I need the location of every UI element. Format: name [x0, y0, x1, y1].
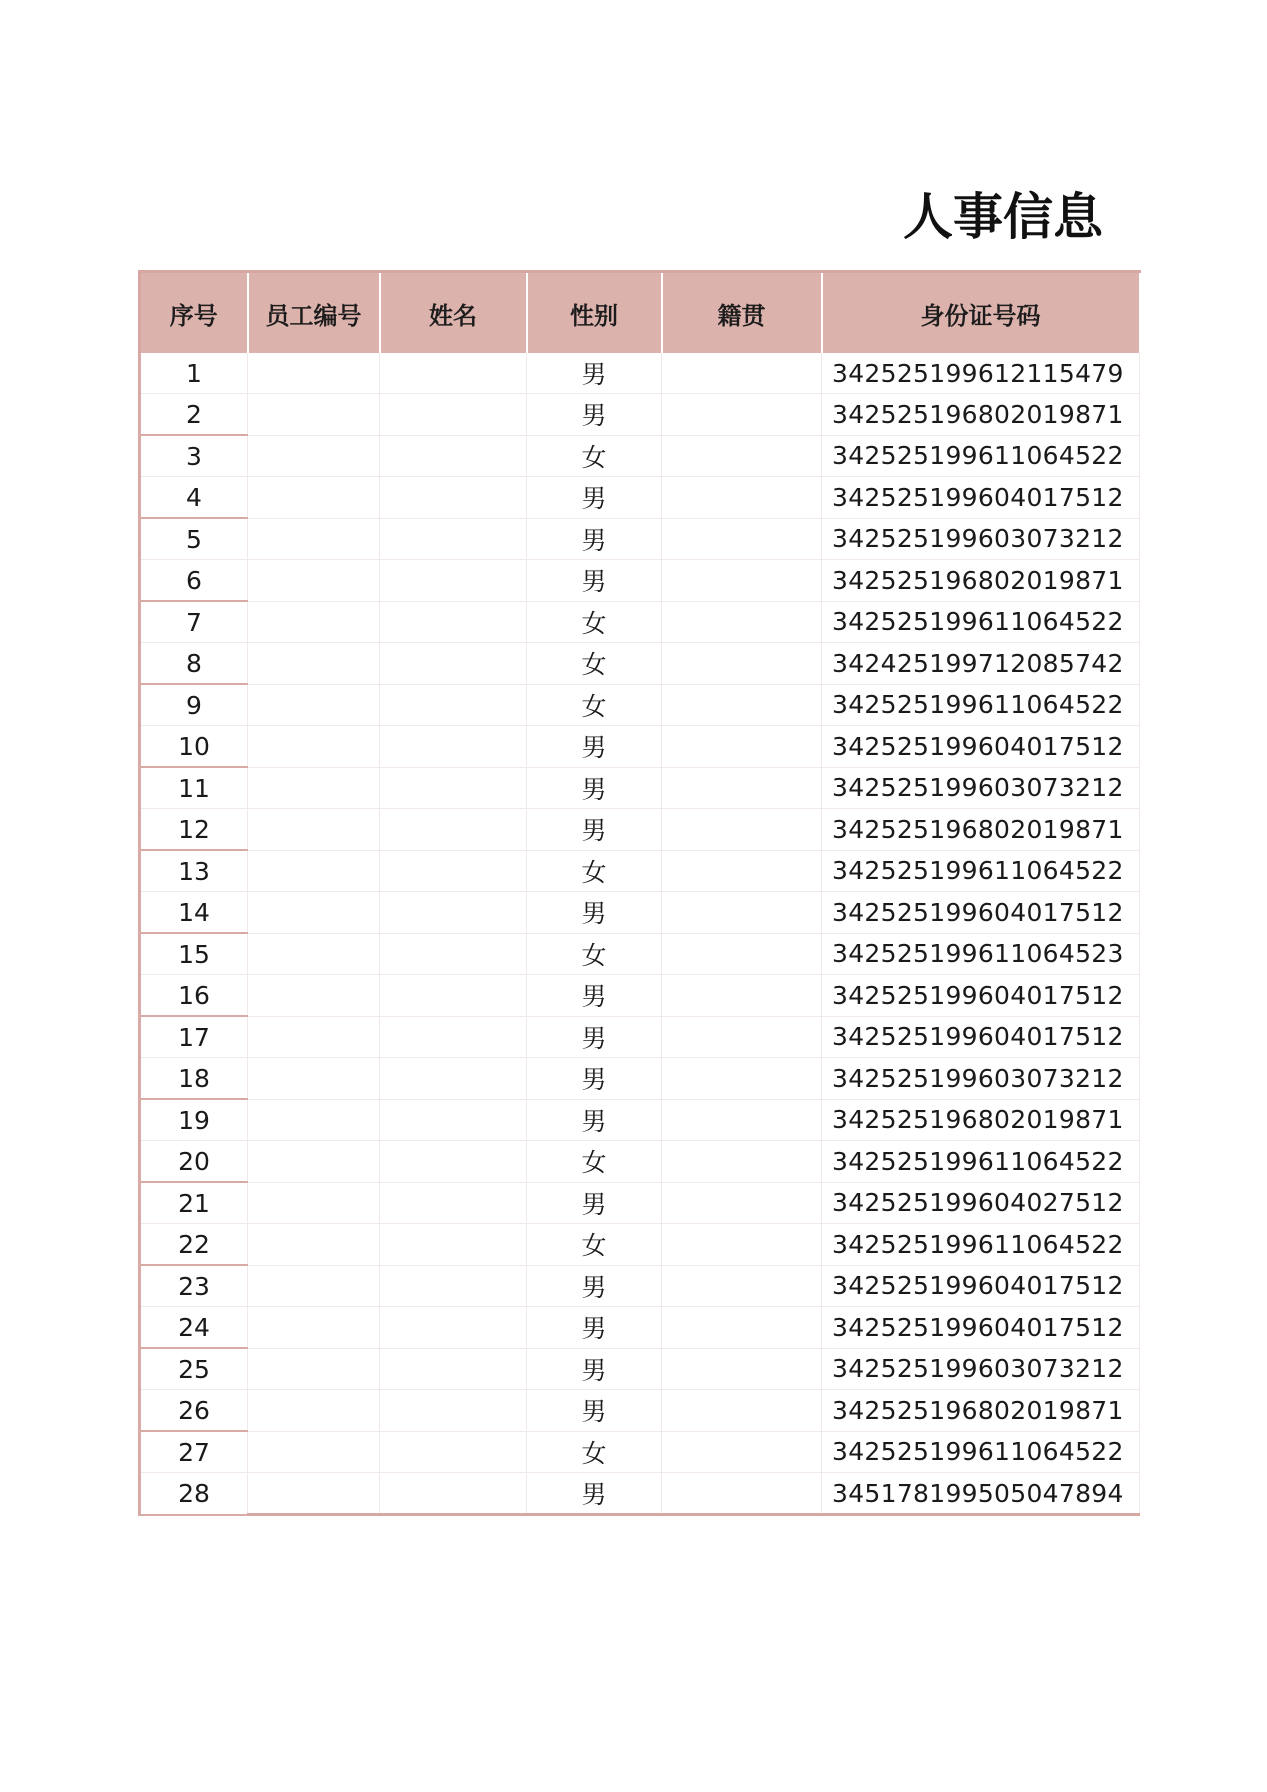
cell-seq[interactable]: 16 — [140, 975, 248, 1017]
cell-seq[interactable]: 17 — [140, 1016, 248, 1058]
cell-employee-id[interactable] — [248, 601, 380, 643]
header-name: 姓名 — [380, 272, 527, 354]
cell-employee-id[interactable] — [248, 560, 380, 602]
cell-gender[interactable]: 男 — [527, 1182, 662, 1224]
cell-name[interactable] — [380, 933, 527, 975]
cell-gender[interactable]: 男 — [527, 1016, 662, 1058]
cell-seq[interactable]: 23 — [140, 1265, 248, 1307]
table-row — [140, 560, 1140, 602]
cell-origin[interactable] — [662, 1265, 822, 1307]
cell-name[interactable] — [380, 353, 527, 394]
cell-seq[interactable]: 1 — [140, 353, 248, 394]
cell-origin[interactable] — [662, 684, 822, 726]
cell-gender[interactable]: 女 — [527, 1141, 662, 1183]
cell-id-number[interactable]: 342525199611064522 — [822, 1431, 1140, 1473]
header-seq: 序号 — [140, 272, 248, 354]
cell-id-number[interactable]: 342525199604017512 — [822, 726, 1140, 768]
cell-id-number[interactable]: 342525199603073212 — [822, 767, 1140, 809]
cell-seq[interactable]: 15 — [140, 933, 248, 975]
cell-name[interactable] — [380, 1390, 527, 1432]
cell-name[interactable] — [380, 1307, 527, 1349]
cell-name[interactable] — [380, 560, 527, 602]
cell-name[interactable] — [380, 1182, 527, 1224]
spreadsheet-area — [138, 270, 1124, 1509]
cell-id-number[interactable]: 342525199612115479 — [822, 353, 1140, 394]
cell-gender[interactable]: 女 — [527, 1431, 662, 1473]
cell-name[interactable] — [380, 684, 527, 726]
cell-seq[interactable]: 18 — [140, 1058, 248, 1100]
cell-gender[interactable]: 男 — [527, 518, 662, 560]
cell-name[interactable] — [380, 477, 527, 519]
cell-name[interactable] — [380, 975, 527, 1017]
cell-seq[interactable]: 26 — [140, 1390, 248, 1432]
cell-name[interactable] — [380, 1224, 527, 1266]
cell-gender[interactable]: 男 — [527, 353, 662, 394]
cell-employee-id[interactable] — [248, 643, 380, 685]
cell-origin[interactable] — [662, 1431, 822, 1473]
table-row — [140, 1473, 1140, 1515]
cell-origin[interactable] — [662, 1141, 822, 1183]
cell-seq[interactable]: 5 — [140, 518, 248, 560]
cell-seq[interactable]: 25 — [140, 1348, 248, 1390]
cell-employee-id[interactable] — [248, 477, 380, 519]
cell-name[interactable] — [380, 726, 527, 768]
cell-name[interactable] — [380, 394, 527, 436]
cell-seq[interactable]: 11 — [140, 767, 248, 809]
cell-origin[interactable] — [662, 1473, 822, 1515]
cell-employee-id[interactable] — [248, 1390, 380, 1432]
table-row — [140, 1058, 1140, 1100]
cell-seq[interactable]: 24 — [140, 1307, 248, 1349]
cell-employee-id[interactable] — [248, 892, 380, 934]
table-row — [140, 394, 1140, 436]
cell-gender[interactable]: 女 — [527, 643, 662, 685]
cell-origin[interactable] — [662, 1390, 822, 1432]
table-row — [140, 353, 1140, 394]
cell-origin[interactable] — [662, 1307, 822, 1349]
cell-name[interactable] — [380, 892, 527, 934]
personnel-table — [138, 270, 1141, 1516]
cell-seq[interactable]: 22 — [140, 1224, 248, 1266]
cell-employee-id[interactable] — [248, 1058, 380, 1100]
cell-name[interactable] — [380, 767, 527, 809]
cell-name[interactable] — [380, 518, 527, 560]
cell-seq[interactable]: 3 — [140, 435, 248, 477]
cell-origin[interactable] — [662, 850, 822, 892]
cell-seq[interactable]: 2 — [140, 394, 248, 436]
table-row — [140, 767, 1140, 809]
cell-gender[interactable]: 女 — [527, 684, 662, 726]
cell-gender[interactable]: 男 — [527, 1265, 662, 1307]
cell-employee-id[interactable] — [248, 1182, 380, 1224]
cell-origin[interactable] — [662, 477, 822, 519]
cell-id-number[interactable]: 342525199603073212 — [822, 1348, 1140, 1390]
cell-employee-id[interactable] — [248, 518, 380, 560]
cell-name[interactable] — [380, 601, 527, 643]
cell-employee-id[interactable] — [248, 1348, 380, 1390]
cell-employee-id[interactable] — [248, 353, 380, 394]
header-row — [140, 272, 1140, 354]
table-row — [140, 892, 1140, 934]
cell-origin[interactable] — [662, 892, 822, 934]
table-row — [140, 933, 1140, 975]
table-row — [140, 601, 1140, 643]
cell-name[interactable] — [380, 643, 527, 685]
table-row — [140, 1431, 1140, 1473]
cell-gender[interactable]: 女 — [527, 933, 662, 975]
cell-employee-id[interactable] — [248, 1141, 380, 1183]
cell-origin[interactable] — [662, 1182, 822, 1224]
cell-seq[interactable]: 21 — [140, 1182, 248, 1224]
table-row — [140, 1099, 1140, 1141]
cell-id-number[interactable]: 342525199604027512 — [822, 1182, 1140, 1224]
cell-gender[interactable]: 男 — [527, 1348, 662, 1390]
cell-id-number[interactable]: 342525196802019871 — [822, 560, 1140, 602]
cell-seq[interactable]: 14 — [140, 892, 248, 934]
header-gender: 性别 — [527, 272, 662, 354]
cell-origin[interactable] — [662, 1348, 822, 1390]
cell-employee-id[interactable] — [248, 684, 380, 726]
cell-employee-id[interactable] — [248, 933, 380, 975]
cell-id-number[interactable]: 342525199611064522 — [822, 601, 1140, 643]
cell-id-number[interactable]: 342525199603073212 — [822, 518, 1140, 560]
cell-seq[interactable]: 8 — [140, 643, 248, 685]
cell-origin[interactable] — [662, 767, 822, 809]
cell-employee-id[interactable] — [248, 435, 380, 477]
cell-employee-id[interactable] — [248, 975, 380, 1017]
cell-gender[interactable]: 男 — [527, 477, 662, 519]
table-row — [140, 518, 1140, 560]
table-row — [140, 477, 1140, 519]
table-row — [140, 1016, 1140, 1058]
cell-origin[interactable] — [662, 643, 822, 685]
cell-id-number[interactable]: 342525199604017512 — [822, 975, 1140, 1017]
cell-id-number[interactable]: 342525199604017512 — [822, 1307, 1140, 1349]
cell-origin[interactable] — [662, 518, 822, 560]
cell-origin[interactable] — [662, 1016, 822, 1058]
cell-gender[interactable]: 男 — [527, 726, 662, 768]
cell-gender[interactable]: 男 — [527, 767, 662, 809]
cell-name[interactable] — [380, 850, 527, 892]
table-body — [140, 353, 1140, 1515]
table-row — [140, 1307, 1140, 1349]
cell-gender[interactable]: 女 — [527, 850, 662, 892]
cell-id-number[interactable]: 342525199611064522 — [822, 1141, 1140, 1183]
cell-id-number[interactable]: 342525199611064522 — [822, 435, 1140, 477]
cell-gender[interactable]: 女 — [527, 601, 662, 643]
cell-origin[interactable] — [662, 435, 822, 477]
cell-id-number[interactable]: 342525199611064523 — [822, 933, 1140, 975]
cell-name[interactable] — [380, 1058, 527, 1100]
table-row — [140, 435, 1140, 477]
cell-employee-id[interactable] — [248, 850, 380, 892]
table-row — [140, 1224, 1140, 1266]
cell-gender[interactable]: 女 — [527, 1224, 662, 1266]
cell-origin[interactable] — [662, 560, 822, 602]
cell-name[interactable] — [380, 809, 527, 851]
cell-seq[interactable]: 20 — [140, 1141, 248, 1183]
cell-employee-id[interactable] — [248, 1016, 380, 1058]
table-row — [140, 1390, 1140, 1432]
table-row — [140, 684, 1140, 726]
header-id-number: 身份证号码 — [822, 272, 1140, 354]
cell-employee-id[interactable] — [248, 726, 380, 768]
cell-origin[interactable] — [662, 353, 822, 394]
cell-seq[interactable]: 10 — [140, 726, 248, 768]
cell-employee-id[interactable] — [248, 394, 380, 436]
cell-id-number[interactable]: 342525199604017512 — [822, 892, 1140, 934]
cell-origin[interactable] — [662, 726, 822, 768]
cell-origin[interactable] — [662, 975, 822, 1017]
cell-id-number[interactable]: 342525199611064522 — [822, 684, 1140, 726]
cell-employee-id[interactable] — [248, 1099, 380, 1141]
cell-seq[interactable]: 12 — [140, 809, 248, 851]
cell-name[interactable] — [380, 1265, 527, 1307]
table-row — [140, 643, 1140, 685]
cell-origin[interactable] — [662, 601, 822, 643]
page-title: 人事信息 — [903, 188, 1103, 246]
cell-employee-id[interactable] — [248, 1265, 380, 1307]
cell-origin[interactable] — [662, 1224, 822, 1266]
table-row — [140, 975, 1140, 1017]
cell-id-number[interactable]: 342525196802019871 — [822, 1099, 1140, 1141]
cell-id-number[interactable]: 342525196802019871 — [822, 1390, 1140, 1432]
cell-name[interactable] — [380, 1016, 527, 1058]
header-origin: 籍贯 — [662, 272, 822, 354]
cell-gender[interactable]: 男 — [527, 560, 662, 602]
cell-seq[interactable]: 28 — [140, 1473, 248, 1515]
cell-gender[interactable]: 男 — [527, 1058, 662, 1100]
cell-name[interactable] — [380, 1099, 527, 1141]
cell-employee-id[interactable] — [248, 1473, 380, 1515]
cell-gender[interactable]: 男 — [527, 809, 662, 851]
cell-origin[interactable] — [662, 809, 822, 851]
table-row — [140, 726, 1140, 768]
cell-id-number[interactable]: 342525199611064522 — [822, 850, 1140, 892]
cell-gender[interactable]: 女 — [527, 435, 662, 477]
cell-id-number[interactable]: 342525196802019871 — [822, 394, 1140, 436]
cell-gender[interactable]: 男 — [527, 1307, 662, 1349]
cell-origin[interactable] — [662, 1058, 822, 1100]
cell-seq[interactable]: 27 — [140, 1431, 248, 1473]
cell-gender[interactable]: 男 — [527, 1099, 662, 1141]
cell-seq[interactable]: 13 — [140, 850, 248, 892]
header-employee-id: 员工编号 — [248, 272, 380, 354]
cell-name[interactable] — [380, 1473, 527, 1515]
table-header — [140, 272, 1140, 354]
cell-gender[interactable]: 男 — [527, 394, 662, 436]
cell-id-number[interactable]: 345178199505047894 — [822, 1473, 1140, 1515]
cell-id-number[interactable]: 342525199604017512 — [822, 1016, 1140, 1058]
cell-employee-id[interactable] — [248, 767, 380, 809]
cell-gender[interactable]: 男 — [527, 1390, 662, 1432]
table-row — [140, 1348, 1140, 1390]
cell-name[interactable] — [380, 1431, 527, 1473]
table-row — [140, 1141, 1140, 1183]
cell-seq[interactable]: 7 — [140, 601, 248, 643]
cell-id-number[interactable]: 342525199611064522 — [822, 1224, 1140, 1266]
cell-gender[interactable]: 男 — [527, 975, 662, 1017]
cell-employee-id[interactable] — [248, 1431, 380, 1473]
cell-id-number[interactable]: 342525199604017512 — [822, 1265, 1140, 1307]
cell-name[interactable] — [380, 435, 527, 477]
cell-origin[interactable] — [662, 394, 822, 436]
cell-employee-id[interactable] — [248, 1224, 380, 1266]
cell-seq[interactable]: 6 — [140, 560, 248, 602]
cell-gender[interactable]: 男 — [527, 1473, 662, 1515]
cell-id-number[interactable]: 342525199604017512 — [822, 477, 1140, 519]
cell-id-number[interactable]: 342425199712085742 — [822, 643, 1140, 685]
cell-seq[interactable]: 9 — [140, 684, 248, 726]
table-row — [140, 1265, 1140, 1307]
cell-employee-id[interactable] — [248, 1307, 380, 1349]
table-row — [140, 1182, 1140, 1224]
cell-name[interactable] — [380, 1141, 527, 1183]
table-row — [140, 809, 1140, 851]
cell-gender[interactable]: 男 — [527, 892, 662, 934]
cell-employee-id[interactable] — [248, 809, 380, 851]
cell-id-number[interactable]: 342525199603073212 — [822, 1058, 1140, 1100]
cell-name[interactable] — [380, 1348, 527, 1390]
cell-id-number[interactable]: 342525196802019871 — [822, 809, 1140, 851]
cell-seq[interactable]: 4 — [140, 477, 248, 519]
cell-seq[interactable]: 19 — [140, 1099, 248, 1141]
cell-origin[interactable] — [662, 933, 822, 975]
cell-origin[interactable] — [662, 1099, 822, 1141]
table-row — [140, 850, 1140, 892]
